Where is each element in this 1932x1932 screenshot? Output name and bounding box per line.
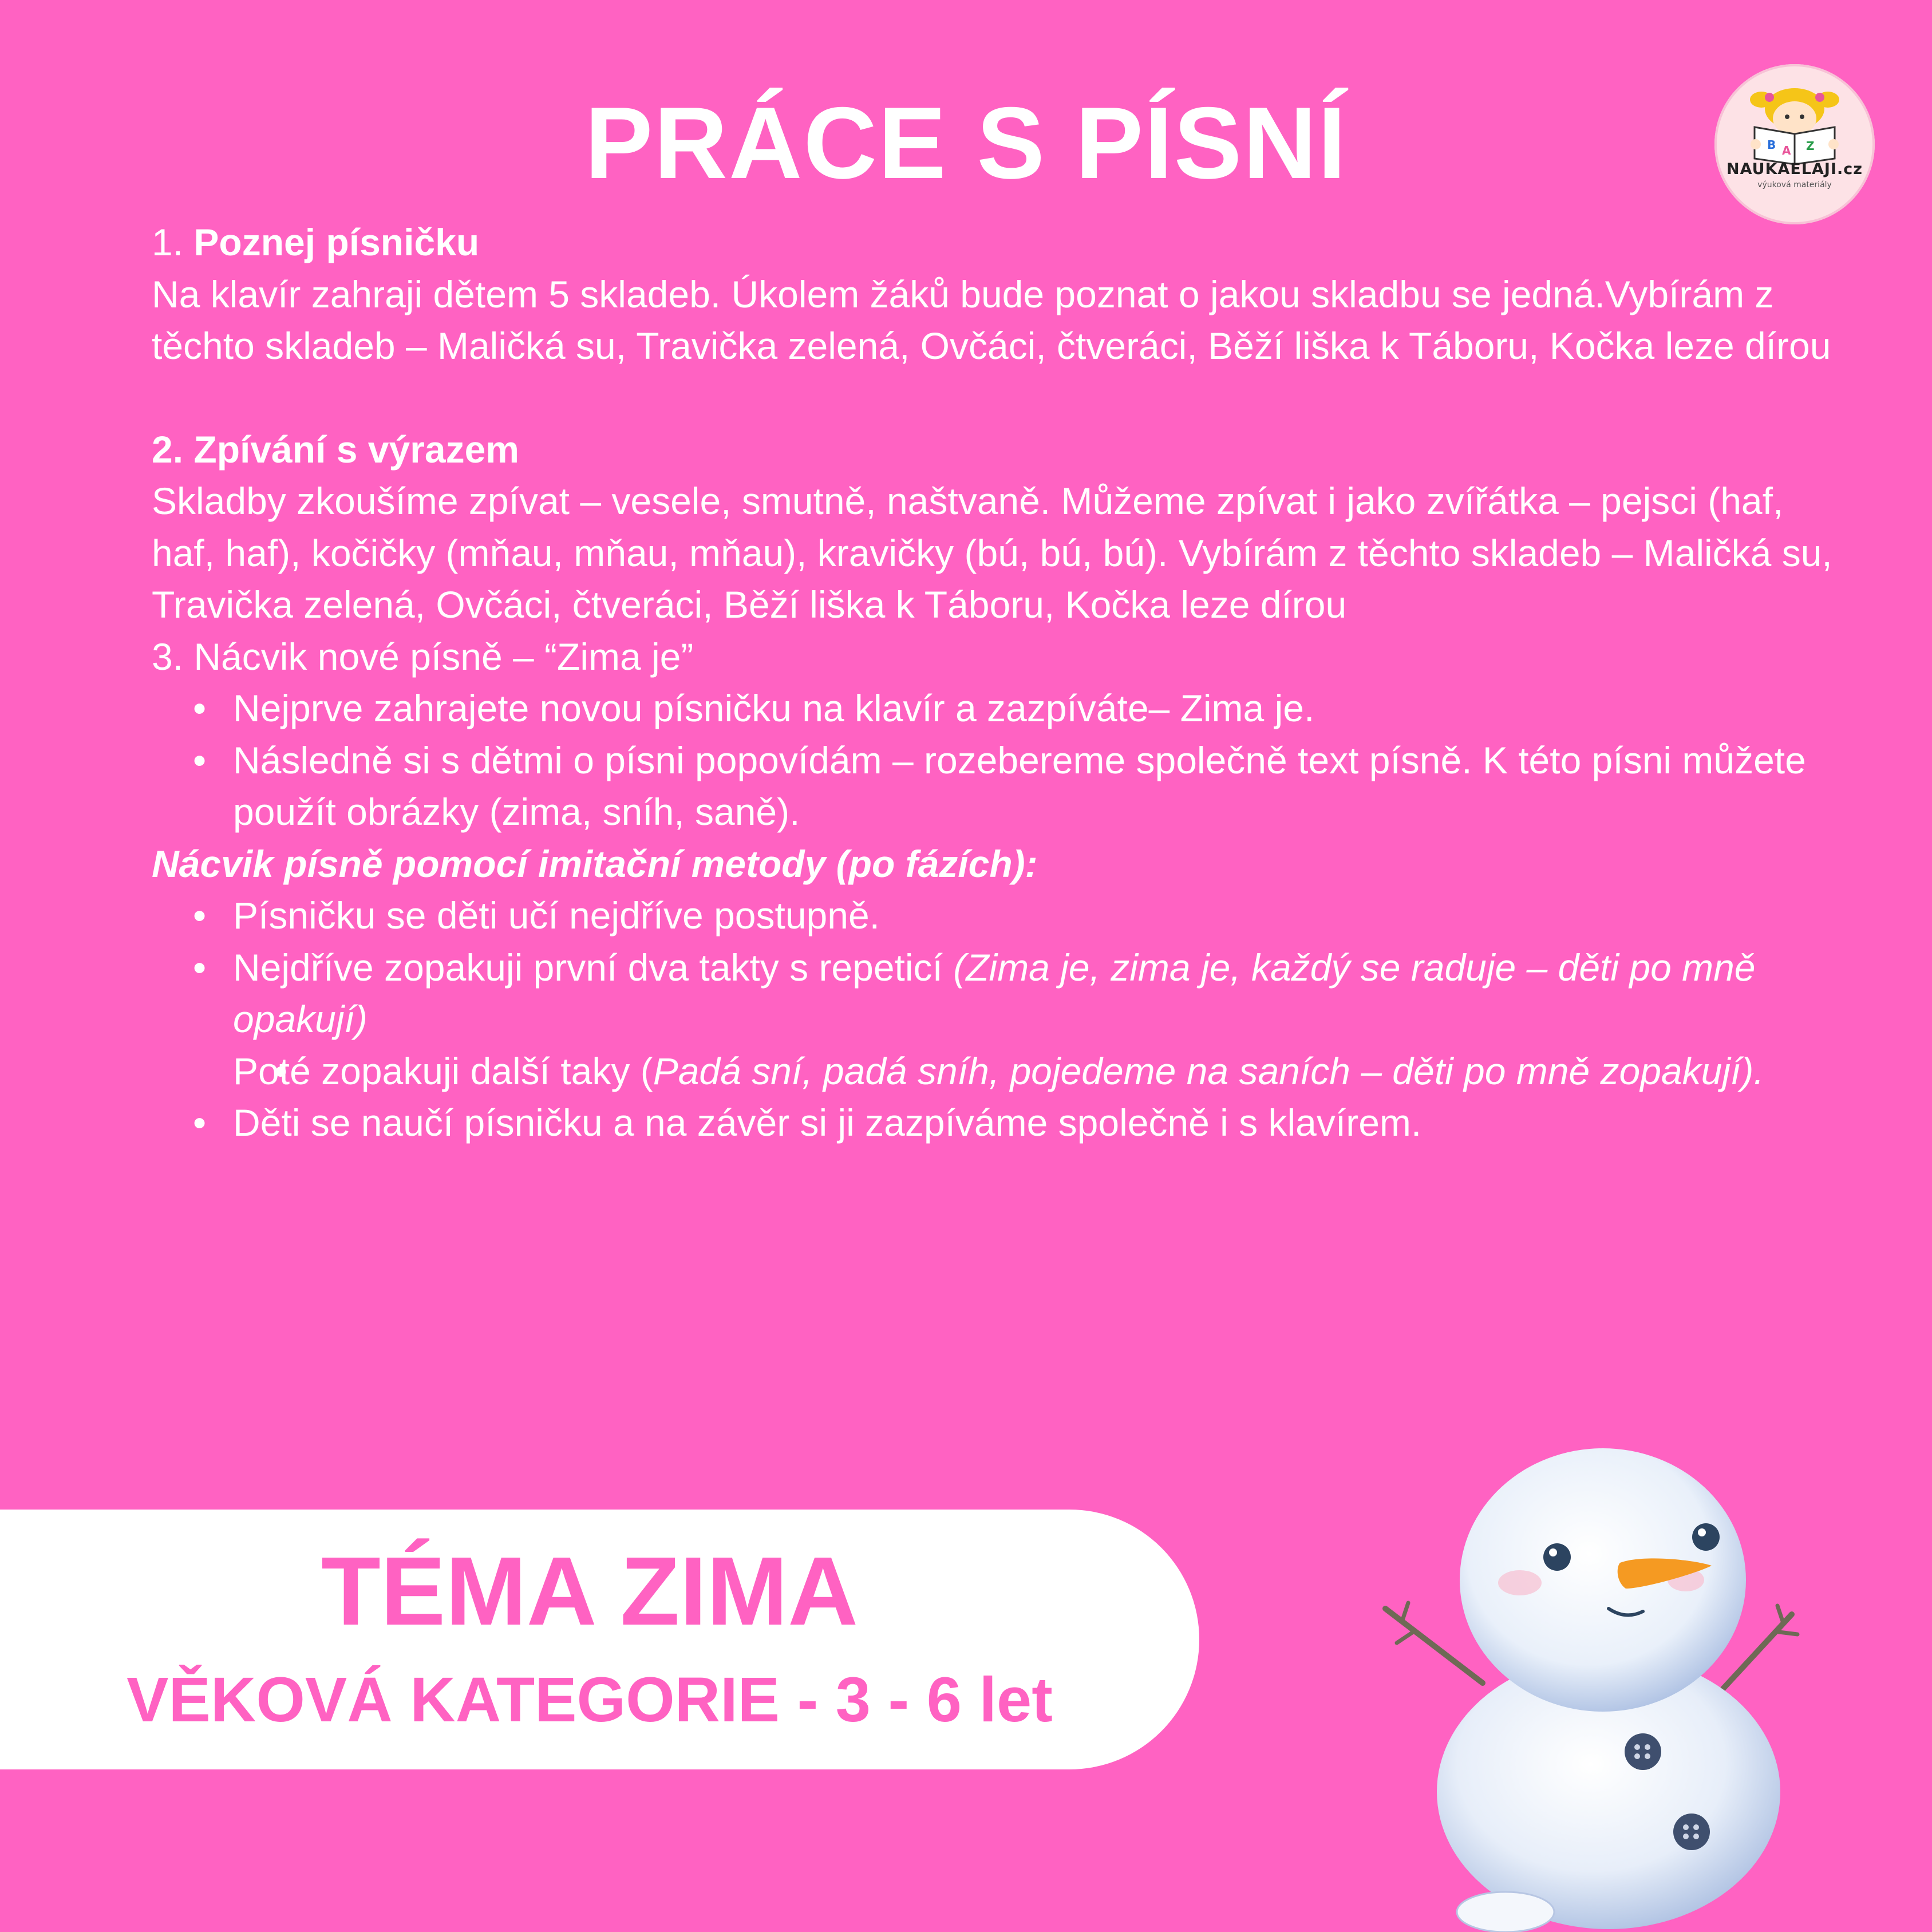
list-item: • Děti se naučí písničku a na závěr si ji zazpíváme společně i s klavírem.	[152, 1097, 1846, 1149]
section3-heading: 3. Nácvik nové písně – “Zima je”	[152, 635, 694, 678]
section4-heading	[152, 838, 1846, 890]
logo-subtext: výuková materiály	[1757, 180, 1832, 189]
list-item: • Následně si s dětmi o písni popovídám – rozebereme společně text písně. K této písni můžete použít obrázky (zima, sníh, saně).	[152, 734, 1846, 838]
section1-heading	[152, 216, 1846, 268]
logo-text: NAUKAELAJI.cz	[1726, 160, 1863, 178]
logo-letter-z: Z	[1806, 139, 1815, 153]
logo-illustration	[1714, 64, 1875, 224]
spacer	[152, 372, 1846, 424]
list-item-text: Poté zopakuji další taky (	[233, 1049, 653, 1092]
list-item: • Písničku se děti učí nejdříve postupně.	[152, 890, 1846, 942]
section2-heading	[152, 424, 1846, 476]
list-item	[152, 1045, 1846, 1097]
list-item-text: Nejdříve zopakuji první dva takty s repeticí	[233, 946, 954, 989]
section4-heading-text: Nácvik písně pomocí imitační metody (po fázích):	[152, 842, 1038, 885]
snowman-illustration	[1374, 1391, 1820, 1932]
list-item: • Nejprve zahrajete novou písničku na klavír a zazpíváte– Zima je.	[152, 682, 1846, 734]
section1-heading-text: Poznej písničku	[193, 221, 480, 263]
list-item-italic: Padá sní, padá sníh, pojedeme na saních – děti po mně zopakují).	[653, 1049, 1764, 1092]
banner-subtitle: VĚKOVÁ KATEGORIE - 3 - 6 let	[127, 1665, 1053, 1735]
section2-heading-text: 2. Zpívání s výrazem	[152, 428, 519, 471]
section1-number: 1.	[152, 221, 194, 263]
page-title: PRÁCE S PÍSNÍ	[584, 86, 1348, 200]
logo-letter-b: B	[1767, 138, 1776, 152]
logo-letter-a: A	[1782, 144, 1791, 157]
list-item	[152, 942, 1846, 1045]
banner-title: TÉMA ZIMA	[321, 1537, 858, 1646]
section2-text: Skladby zkoušíme zpívat – vesele, smutně, naštvaně. Můžeme zpívat i jako zvířátka – pejsci (haf, haf, haf), kočičky (mňau, mňau, mňau), kravičky (bú, bú, bú). Vybírám z těchto skladeb – Maličká su, Travička zelená, Ovčáci, čtveráci, Běží liška k Táboru, Kočka leze dírou	[152, 480, 1832, 626]
main-content	[152, 216, 1846, 1149]
list-item-italic: (Zima je, zima je, každý se raduje – děti po mně opakují)	[233, 946, 1756, 1040]
section1-text: Na klavír zahraji dětem 5 skladeb. Úkolem žáků bude poznat o jakou skladbu se jedná.Vybírám z těchto skladeb – Maličká su, Travička zelená, Ovčáci, čtveráci, Běží liška k Táboru, Kočka leze dírou	[152, 272, 1831, 367]
brand-logo	[1714, 64, 1875, 224]
